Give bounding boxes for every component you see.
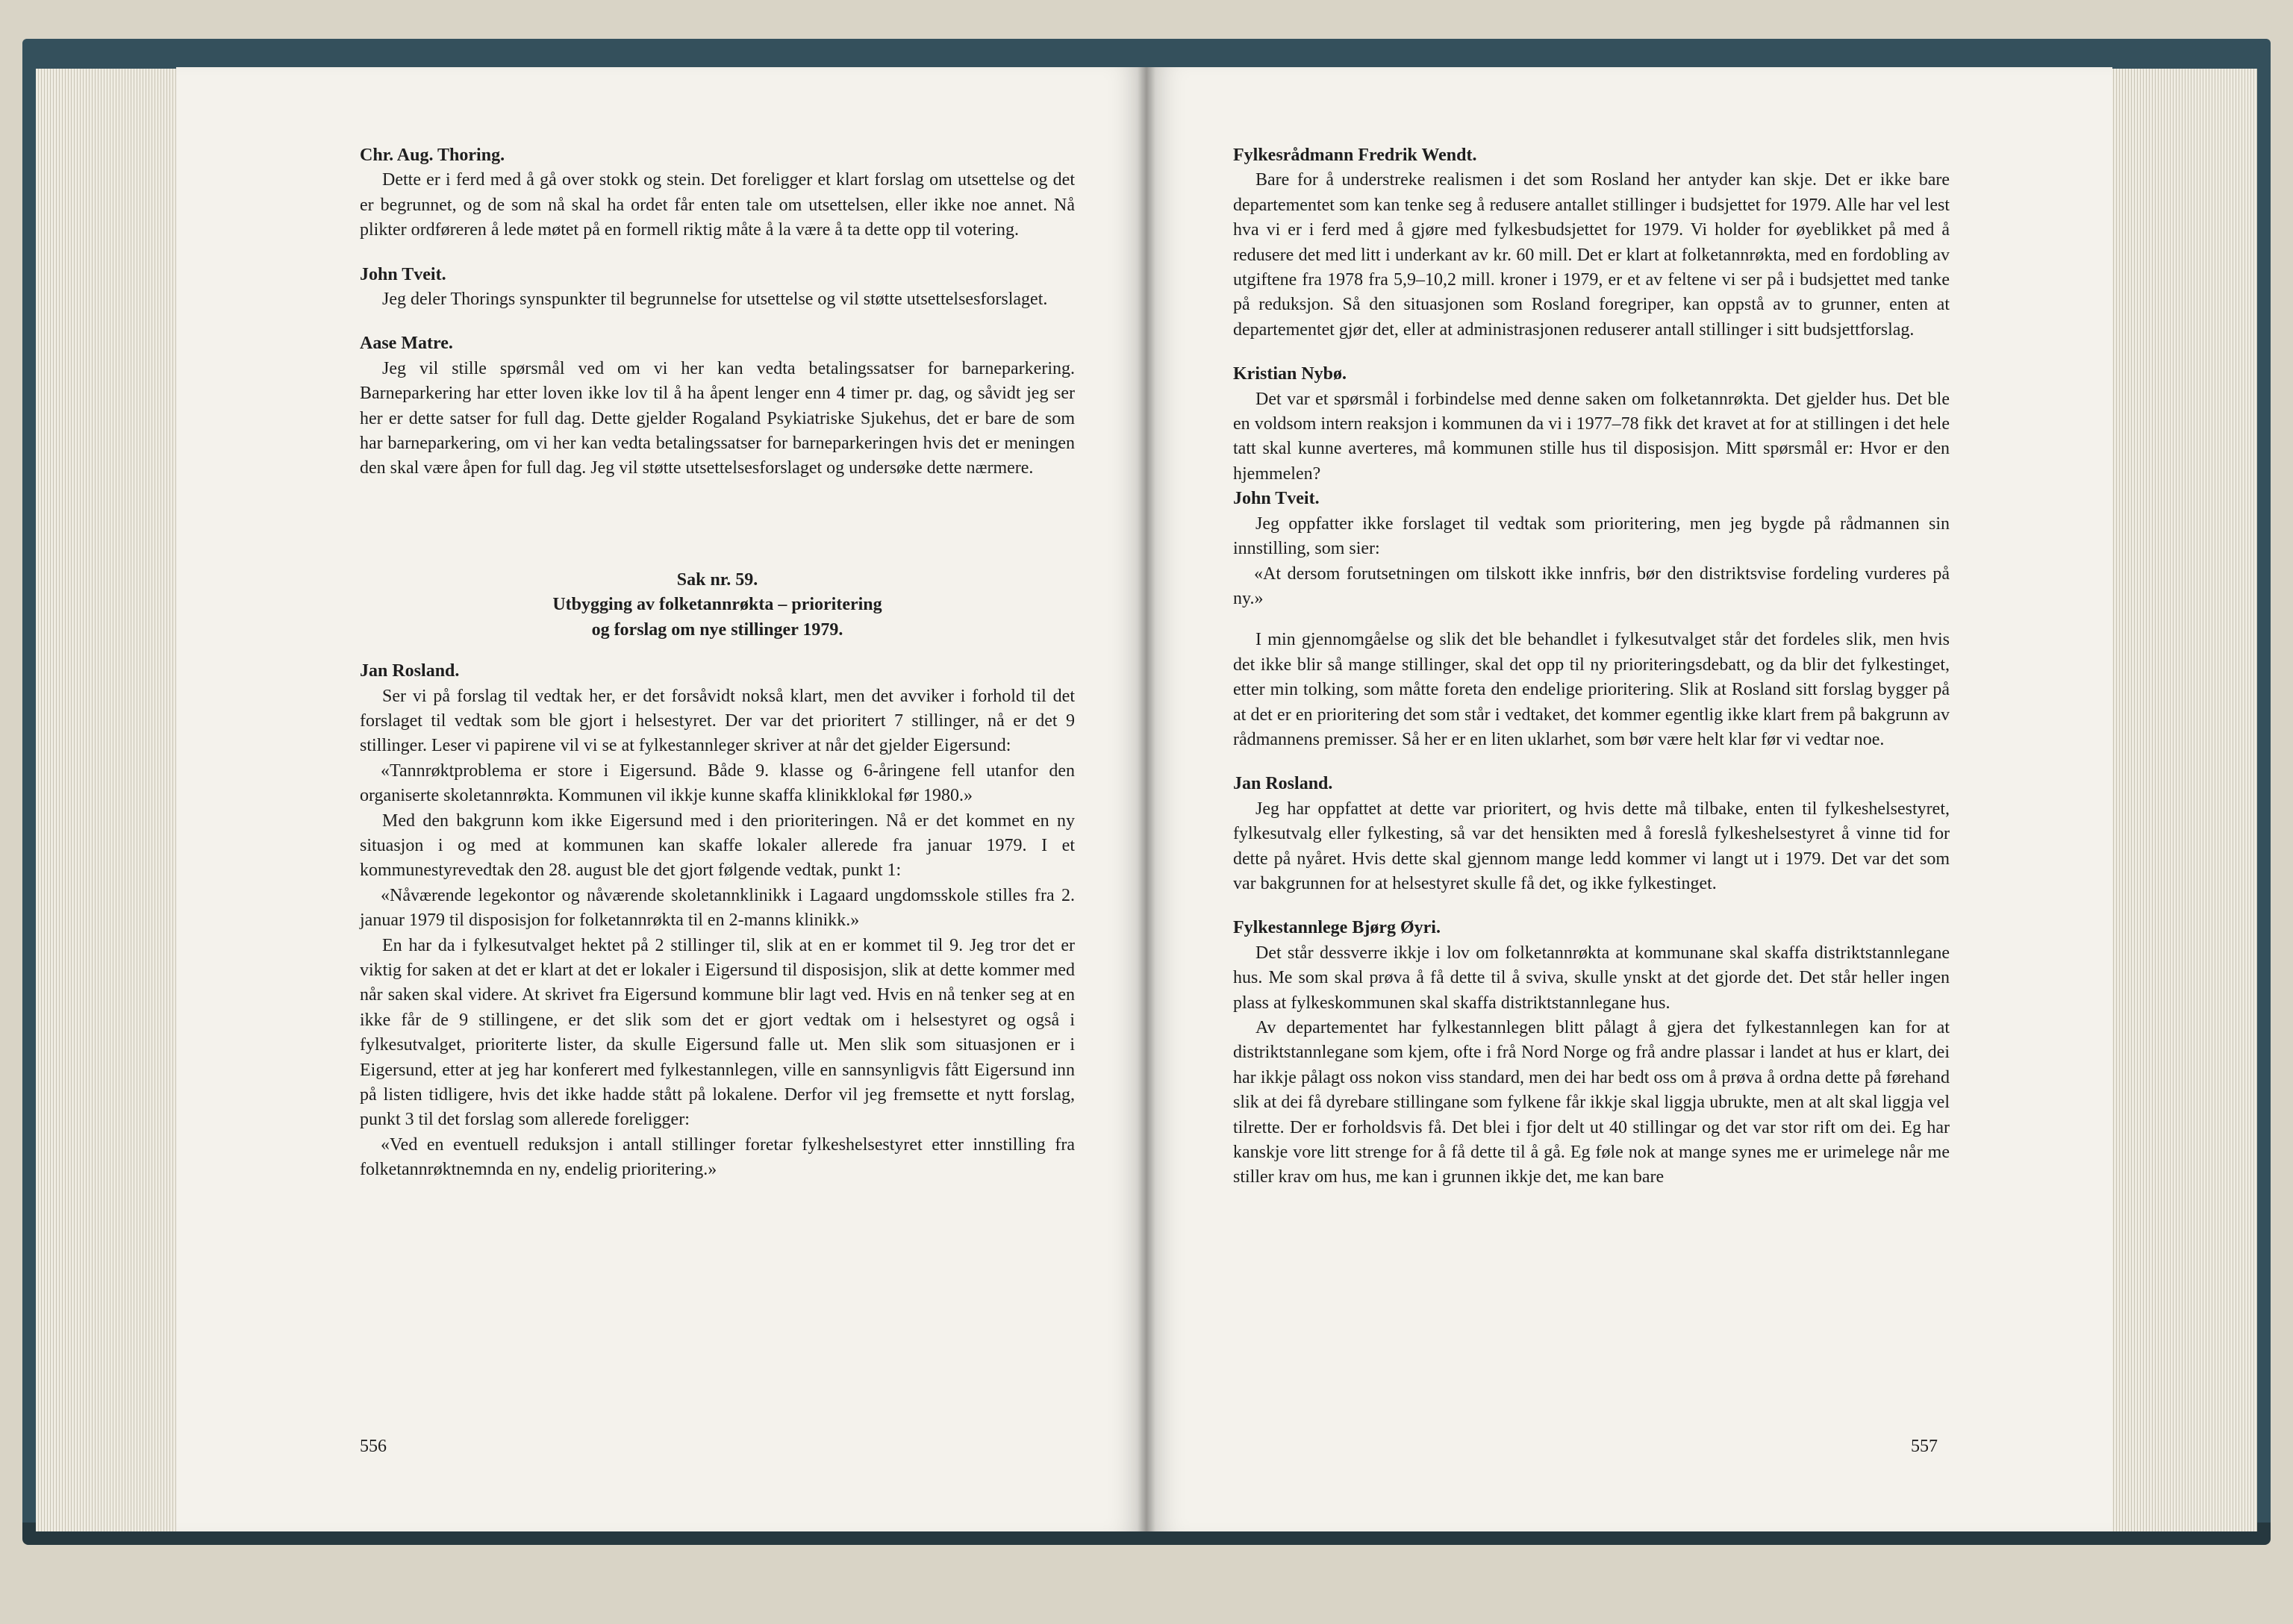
paragraph: I min gjennomgåelse og slik det ble behandlet i fylkesutvalget står det fordeles slik, men hvis det ikke blir så mange stillinger, skal det opp til ny prioriteringsdebatt, og da blir det fylkestinget, etter min tolking, som måtte foreta den endelige prioritering. Slik at Rosland sitt forslag bygger på at det er en prioritering det som står i vedtaket, det kommer egentlig ikke klart frem på bakgrunn av rådmannens premisser. Så her er en liten uklarhet, som bør være helt klar før vi vedtar noe. [1233,630,1950,749]
speaker-name: Fylkesrådmann Fredrik Wendt. [1233,146,1477,165]
case-title-heading: Utbygging av folketannrøkta – prioritering [552,595,882,615]
book-gutter [1138,67,1155,1531]
paragraph: Jeg oppfatter ikke forslaget til vedtak som prioritering, men jeg bygde på rådmannen sin innstilling, som sier: [1233,513,1950,559]
paragraph: Bare for å understreke realismen i det som Rosland her antyder kan skje. Det er ikke bare departementet som kan tenke seg å redusere antallet stillinger i budsjettet for 1979. Alle har vel lest hva vi er i ferd med å gjøre med fylkesbudsjettet for 1979. Vi holder for øyeblikket på med å redusere det med litt i underkant av kr. 60 mill. Det er klart at folketannrøkta, med en fordobling av utgiftene fra 1978 fra 5,9–10,2 mill. kroner i 1979, er et av feltene vi ser på i budsjettet med tanke på reduksjon. Så den situasjonen som Rosland foregriper, kan oppstå av to grunner, enten at departementet gjør det, eller at administrasjonen reduserer antall stillinger i sitt budsjettforslag. [1233,170,1950,340]
paragraph: Jeg vil stille spørsmål ved om vi her kan vedta betalingssatser for barneparkering. Barneparkering har etter loven ikke lov til å ha åpent lenger enn 4 timer pr. dag, og såvidt jeg ser her er dette satser for full dag. Dette gjelder Rogaland Psykiatriske Sjukehus, det er bare de som har barneparkering, om vi her kan vedta betalingssatser for barneparkeringen hvis det er meningen den skal være åpen for full dag. Jeg vil støtte utsettelsesforslaget og undersøke dette nærmere. [360,358,1075,478]
paragraph: Det står dessverre ikkje i lov om folketannrøkta at kommunane skal skaffa distriktstannlegane hus. Me som skal prøva å få dette til å sviva, skulle ynskt at det gjorde det. Det står heller ingen plass at fylkeskommunen skal skaffa distriktstannlegane hus. [1233,943,1950,1013]
quote: «At dersom forutsetningen om tilskott ikke innfris, bør den distriktsvise fordeling vurderes på ny.» [1233,563,1950,608]
paragraph: Av departementet har fylkestannlegen blitt pålagt å gjera det fylkestannlegen kan for at distriktstannlegane som kjem, ofte i frå Nord Norge og frå andre plassar i landet at hus er klart, dei har ikkje pålagt oss nokon viss standard, men dei har bedt oss om å prøva å ordna dette på førehand slik at dei få dyrebare stillingane som fylkene får ikkje skal liggja ubrukte, men at alt skal liggja vel tilrette. Der er forholdsvis få. Det blei i fjor delt ut 40 stillingar og det var stor rift om dei. Eg har kanskje vore litt strenge for å få dette til å gå. Eg føle nok at mange synes me er urimelege når me stiller krav om hus, me kan i grunnen ikkje det, me kan bare [1233,1018,1950,1187]
speaker-name: Aase Matre. [360,334,453,354]
quote: «Nåværende legekontor og nåværende skoletannklinikk i Lagaard ungdomsskole stilles fra 2. januar 1979 til disposisjon for folketannrøkta til en 2-manns klinikk.» [360,885,1075,931]
paragraph: Jeg har oppfattet at dette var prioritert, og hvis dette må tilbake, enten til fylkeshelsestyret, fylkesutvalg eller fylkesting, så var det hensikten med å foreslå fylkeshelsestyret å vinne tid for dette på nyåret. Hvis dette skal gjennom mange ledd kommer vi langt ut i 1979. Det var det som var bakgrunnen for at helsestyret skulle få det, og ikke fylkestinget. [1233,799,1950,893]
left-page-text [360,143,1075,1183]
speaker-name: Kristian Nybø. [1233,364,1347,384]
speaker-name: John Tveit. [360,264,446,284]
paragraph: Jeg deler Thorings synspunkter til begrunnelse for utsettelse og vil støtte utsettelsesforslaget. [382,290,1048,310]
case-title-heading: og forslag om nye stillinger 1979. [591,619,843,640]
paragraph: Ser vi på forslag til vedtak her, er det forsåvidt nokså klart, men det avviker i forhold til det forslaget til vedtak som ble gjort i helsestyret. Der var det prioritert 7 stillinger, nå er det 9 stillinger. Leser vi papirene vil vi se at fylkestannleger skriver at når det gjelder Eigersund: [360,686,1075,756]
quote: «Tannrøktproblema er store i Eigersund. Både 9. klasse og 6-åringene fell utanfor den organiserte skoletannrøkta. Kommunen vil ikkje kunne skaffa klinikklokal før 1980.» [360,761,1075,806]
paragraph: Dette er i ferd med å gå over stokk og stein. Det foreligger et klart forslag om utsettelse og det er begrunnet, og de som nå skal ha ordet får enten tale om utsettelsen, eller ikke noe annet. Nå plikter ordføreren å lede møtet på en formell riktig måte å la være å ta dette opp til votering. [360,170,1075,240]
speaker-name: Jan Rosland. [1233,774,1333,794]
paragraph: Med den bakgrunn kom ikke Eigersund med i den prioriteringen. Nå er det kommet en ny situasjon i og med at kommunen kan skaffe lokaler allerede fra januar 1979. I et kommunestyrevedtak den 28. august ble det gjort følgende vedtak, punkt 1: [360,811,1075,881]
speaker-name: Jan Rosland. [360,661,460,681]
right-page-text [1233,143,1950,1190]
page-number-left: 556 [360,1437,387,1456]
speaker-name: Chr. Aug. Thoring. [360,146,505,165]
case-number-heading: Sak nr. 59. [676,569,758,590]
page-edges-left [36,69,178,1531]
paragraph: Det var et spørsmål i forbindelse med denne saken om folketannrøkta. Det gjelder hus. Det ble en voldsom intern reaksjon i kommunen da vi i 1977–78 fikk det kravet at for at stillingen i det hele tatt skal kunne averteres, må kommunen stille hus til disposisjon. Mitt spørsmål er: Hvor er den hjemmelen? [1233,389,1950,484]
quote: «Ved en eventuell reduksjon i antall stillinger foretar fylkeshelsestyret etter innstilling fra folketannrøktnemnda en ny, endelig prioritering.» [360,1134,1075,1180]
speaker-name: Fylkestannlege Bjørg Øyri. [1233,918,1441,938]
page-number-right: 557 [1911,1437,1938,1456]
paragraph: En har da i fylkesutvalget hektet på 2 stillinger til, slik at en er kommet til 9. Jeg tror det er viktig for saken at det er klart at det er lokaler i Eigersund til disposisjon, slik at dette kommer med når saken skal videre. At skrivet fra Eigersund kommune blir lagt ved. Hvis en nå tenker seg at en ikke får de 9 stillingene, er det slik som det er gjort vedtak om i helsestyret og også i fylkesutvalget, prioriterte lister, da skulle Eigersund falle ut. Men slik som situasjonen er i Eigersund, etter at jeg har konferert med fylkestannlegen, ville en sannsynligvis fått Eigersund inn på listen tidligere, hvis det ikke hadde stått på lokalene. Derfor vil jeg fremsette et nytt forslag, punkt 3 til det forslag som allerede foreligger: [360,935,1075,1130]
page-edges-right [2111,69,2257,1531]
speaker-name: John Tveit. [1233,489,1320,509]
